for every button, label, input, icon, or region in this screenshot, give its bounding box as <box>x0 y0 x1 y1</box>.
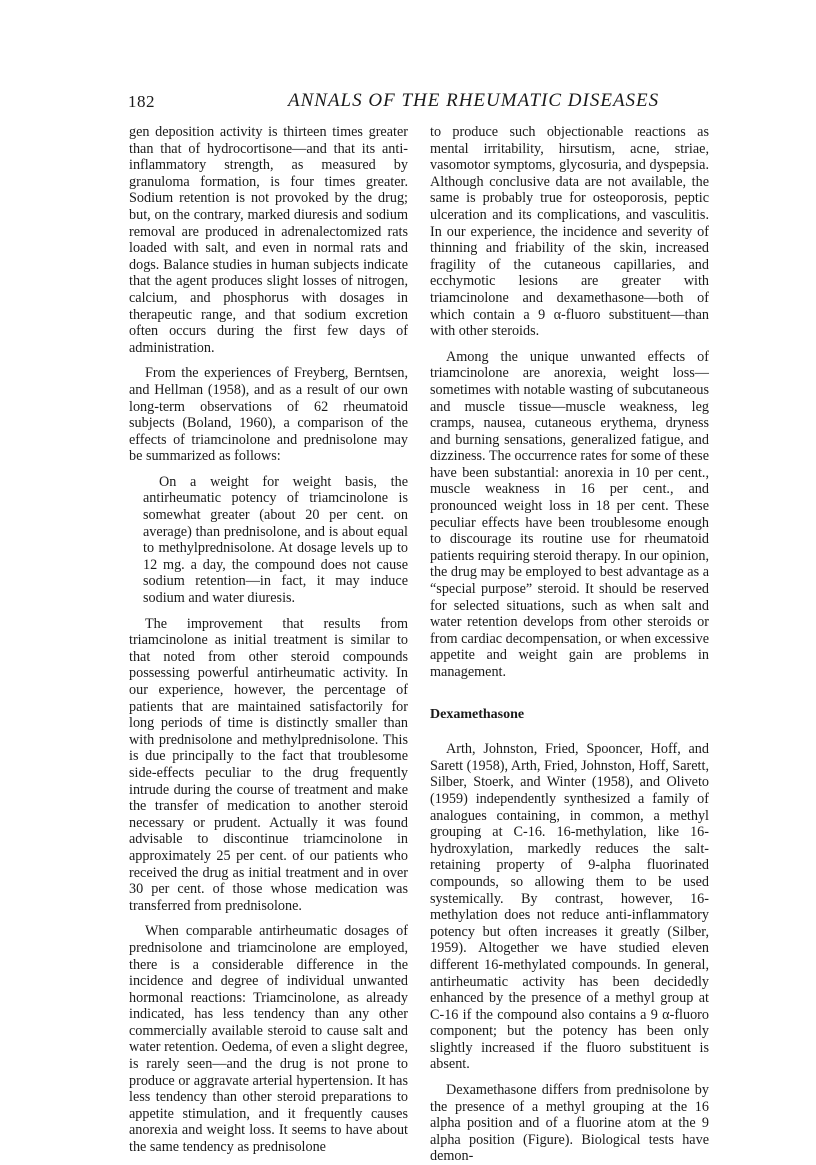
block-quote: On a weight for weight basis, the antirheumatic potency of triamcinolone is somewhat greater (about 20 per cent. on average) than prednisolone, and is about equal to methylprednisolone. At dosage levels up to 12 mg. a day, the compound does not cause sodium retention—in fact, it may induce sodium and water diuresis. <box>143 473 408 607</box>
body-paragraph: gen deposition activity is thirteen times greater than that of hydrocortisone—and that its anti-inflammatory strength, as measured by granuloma formation, is four times greater. Sodium retention is not provoked by the drug; but, on the contrary, marked diuresis and sodium removal are produced in adrenalectomized rats loaded with salt, and even in normal rats and dogs. Balance studies in human subjects indicate that the agent produces slight losses of nitrogen, calcium, and phosphorus with dosages in therapeutic range, and that sodium excretion often occurs during the first few days of administration. <box>129 124 408 356</box>
body-paragraph: When comparable antirheumatic dosages of prednisolone and triamcinolone are employed, there is a considerable difference in the incidence and degree of individual unwanted hormonal reactions: Triamcinolone, as already indicated, has less tendency than any other commercially available steroid to cause salt and water retention. Oedema, of even a slight degree, is rarely seen—and the drug is not prone to produce or aggravate arterial hypertension. It has less tendency than other steroid preparations to appetite stimulation, and it frequently causes anorexia and weight loss. It seems to have about the same tendency as prednisolone <box>129 923 408 1156</box>
body-paragraph: Among the unique unwanted effects of triamcinolone are anorexia, weight loss—sometimes with notable wasting of subcutaneous and muscle tissue—muscle weakness, leg cramps, nausea, cutaneous erythema, dryness and burning sensations, generalized fatigue, and dizziness. The occurrence rates for some of these have been substantial: anorexia in 10 per cent., muscle weakness in 16 per cent., and pronounced weight loss in 18 per cent. These peculiar effects have been troublesome enough to discourage its routine use for rheumatoid patients requiring steroid therapy. In our opinion, the drug may be employed to best advantage as a “special purpose” steroid. It should be reserved for selected situations, such as when salt and water retention develops from other steroids or from cardiac decompensation, or when excessive appetite and weight gain are problems in management. <box>430 348 709 680</box>
page-number: 182 <box>128 92 155 111</box>
body-paragraph: Arth, Johnston, Fried, Spooncer, Hoff, and Sarett (1958), Arth, Fried, Johnston, Hoff, Sarett, Silber, Stoerk, and Winter (1958), and Oliveto (1959) independently synthesized a family of analogues containing, in common, a methyl grouping at C-16. 16-methylation, like 16-hydroxylation, markedly reduces the salt-retaining property of 9-alpha fluorinated compounds, so allowing them to be used systemically. By contrast, however, 16-methylation does not reduce anti-inflammatory potency but often increases it greatly (Silber, 1959). Altogether we have studied eleven different 16-methylated compounds. In general, antirheumatic activity has been decidedly enhanced by the presence of a methyl group at C-16 if the compound also contains a 9 α-fluoro component; but the potency has been only slightly increased if the fluoro substituent is absent. <box>430 741 709 1073</box>
body-paragraph: Dexamethasone differs from prednisolone by the presence of a methyl grouping at the 16 alpha position and of a fluorine atom at the 9 alpha position (Figure). Biological tests have demon- <box>430 1082 709 1165</box>
body-paragraph: The improvement that results from triamcinolone as initial treatment is similar to that noted from other steroid compounds possessing powerful antirheumatic activity. In our experience, however, the percentage of patients that are maintained satisfactorily for long periods of time is distinctly smaller than with prednisolone and methylprednisolone. This is due principally to the fact that troublesome side-effects peculiar to the drug frequently intrude during the course of treatment and make the transfer of medication to another steroid necessary or prudent. Actually it was found advisable to discontinue triamcinolone in approximately 25 per cent. of our patients who received the drug as initial treatment and in over 30 per cent. of those whose medication was transferred from prednisolone. <box>129 615 408 914</box>
page-header <box>128 92 688 122</box>
body-paragraph: From the experiences of Freyberg, Berntsen, and Hellman (1958), and as a result of our own long-term observations of 62 rheumatoid subjects (Boland, 1960), a comparison of the effects of triamcinolone and prednisolone may be summarized as follows: <box>129 365 408 465</box>
left-column <box>129 124 408 1156</box>
body-paragraph: to produce such objectionable reactions as mental irritability, hirsutism, acne, striae, vasomotor symptoms, glycosuria, and dyspepsia. Although conclusive data are not available, the same is probably true for osteoporosis, peptic ulceration and its complications, and vasculitis. In our experience, the incidence and severity of thinning and friability of the skin, increased fragility of the cutaneous capillaries, and ecchymotic lesions are greater with triamcinolone and dexamethasone—both of which contain a 9 α-fluoro substituent—than with other steroids. <box>430 124 709 340</box>
journal-title: ANNALS OF THE RHEUMATIC DISEASES <box>288 90 660 111</box>
right-column <box>430 124 709 1165</box>
section-heading: Dexamethasone <box>430 706 525 722</box>
